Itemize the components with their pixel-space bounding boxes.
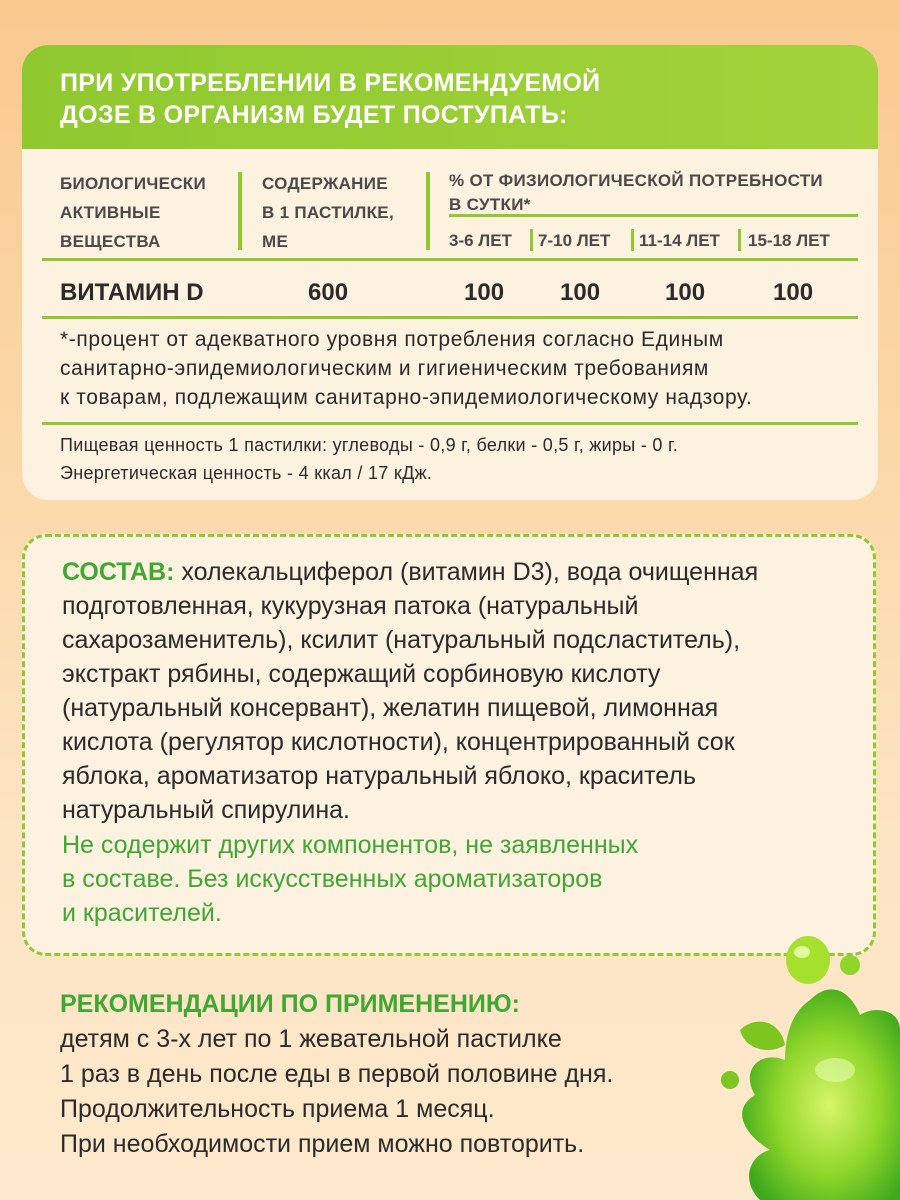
col-header-content: СОДЕРЖАНИЕ В 1 ПАСТИЛКЕ, МЕ: [262, 174, 394, 251]
percent-value-11-14: 100: [665, 279, 706, 306]
percent-value-15-18: 100: [773, 279, 814, 306]
green-splash-icon: [700, 920, 900, 1200]
intake-card-header: [22, 45, 878, 149]
recommendation-line: 1 раз в день после еды в первой половине дня.: [60, 1060, 614, 1088]
age-divider: [738, 229, 741, 251]
age-group-7-10: 7-10 ЛЕТ: [538, 231, 611, 250]
recommendation-line: детям с 3-х лет по 1 жевательной пастилке: [60, 1025, 562, 1053]
intake-card: [22, 45, 878, 500]
composition-line: кислота (регулятор кислотности), концентрированный сок: [62, 728, 735, 756]
footnote: *-процент от адекватного уровня потребления согласно Единым санитарно-эпидемиологическим и гигиеническим требованиям к товарам, подлежащим санитарно-эпидемиологическому надзору.: [60, 328, 753, 409]
composition-line: подготовленная, кукурузная патока (натуральный: [62, 592, 639, 620]
percent-value-3-6: 100: [464, 279, 505, 306]
composition-line: экстракт рябины, содержащий сорбиновую кислоту: [62, 660, 661, 688]
composition-note: Не содержит других компонентов, не заявленных в составе. Без искусственных ароматизаторов и красителей.: [62, 831, 639, 927]
composition-line: (натуральный консервант), желатин пищевой, лимонная: [62, 694, 719, 722]
composition-line: сахарозаменитель), ксилит (натуральный подсластитель),: [62, 626, 741, 654]
column-divider: [426, 172, 430, 250]
content-value: 600: [308, 279, 349, 306]
column-divider: [238, 172, 242, 250]
age-group-15-18: 15-18 ЛЕТ: [748, 231, 830, 250]
age-divider: [530, 229, 533, 251]
recommendations: [60, 986, 613, 1162]
header-row-divider: [42, 258, 858, 261]
recommendation-line: При необходимости прием можно повторить.: [60, 1130, 585, 1158]
recommendation-line: Продолжительность приема 1 месяц.: [60, 1095, 495, 1123]
substance-name: ВИТАМИН D: [60, 279, 204, 306]
composition-box: [22, 534, 876, 956]
col-header-percent: % ОТ ФИЗИОЛОГИЧЕСКОЙ ПОТРЕБНОСТИ В СУТКИ*: [449, 171, 823, 214]
recommendations-title: РЕКОМЕНДАЦИИ ПО ПРИМЕНЕНИЮ:: [60, 990, 520, 1018]
composition-text: [62, 555, 758, 827]
percent-header-underline: [449, 214, 858, 217]
age-group-11-14: 11-14 ЛЕТ: [639, 231, 720, 250]
nutrition-info: Пищевая ценность 1 пастилки: углеводы - 0,9 г, белки - 0,5 г, жиры - 0 г. Энергетическая ценность - 4 ккал / 17 кДж.: [60, 435, 679, 483]
percent-value-7-10: 100: [560, 279, 601, 306]
age-group-3-6: 3-6 ЛЕТ: [449, 231, 512, 250]
header-line: ДОЗЕ В ОРГАНИЗМ БУДЕТ ПОСТУПАТЬ:: [60, 101, 568, 129]
composition-label: СОСТАВ:: [62, 558, 175, 586]
footnote-divider: [42, 422, 858, 425]
composition-line: натуральный спирулина.: [62, 796, 351, 824]
composition-line: яблока, ароматизатор натуральный яблоко, краситель: [62, 762, 696, 790]
header-line: ПРИ УПОТРЕБЛЕНИИ В РЕКОМЕНДУЕМОЙ: [60, 69, 601, 97]
composition-first-line: холекальциферол (витамин D3), вода очищенная: [174, 558, 759, 586]
age-divider: [631, 229, 634, 251]
col-header-substances: БИОЛОГИЧЕСКИ АКТИВНЫЕ ВЕЩЕСТВА: [60, 174, 206, 251]
value-row-divider: [42, 316, 858, 319]
